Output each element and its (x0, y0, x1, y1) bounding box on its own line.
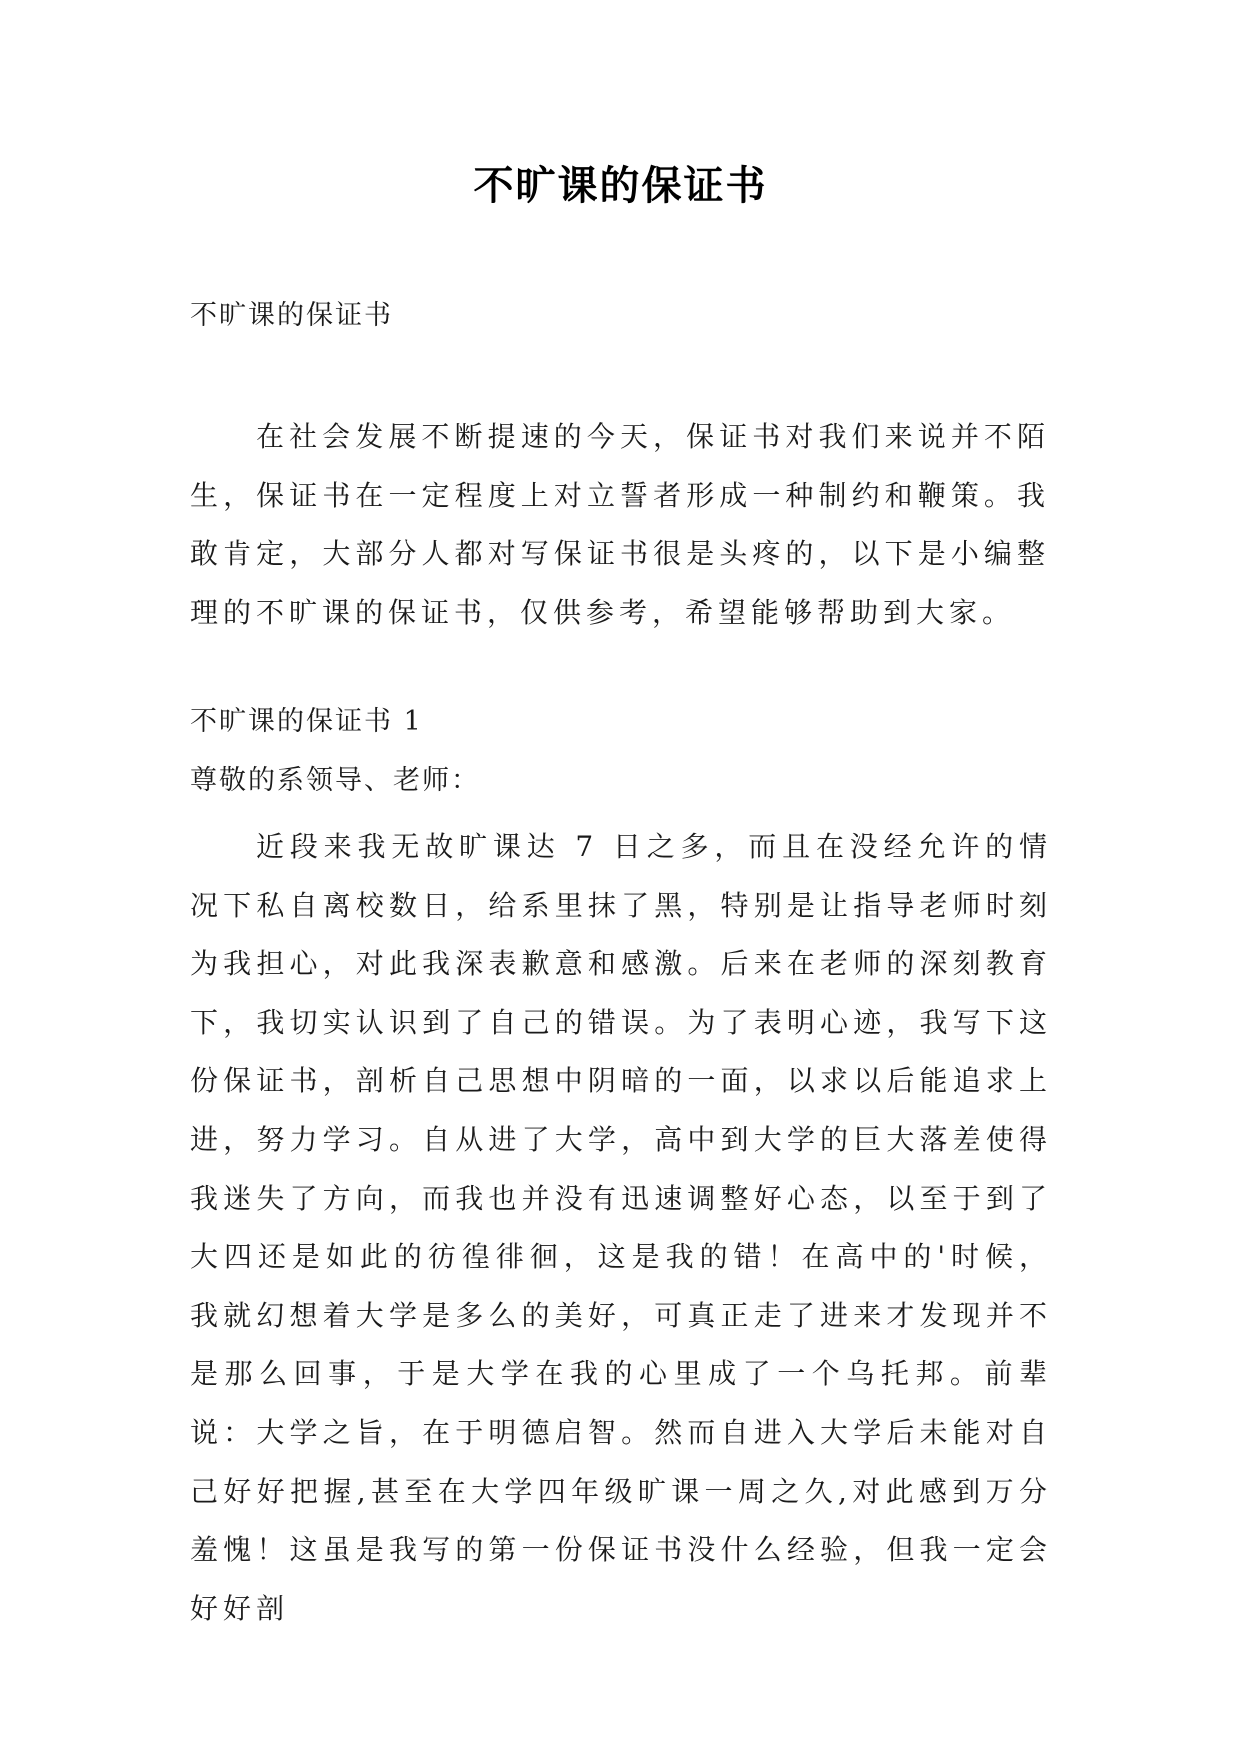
document-subtitle: 不旷课的保证书 (190, 300, 393, 331)
document-title: 不旷课的保证书 (473, 162, 768, 209)
salutation: 尊敬的系领导、老师： (190, 765, 480, 796)
section-heading: 不旷课的保证书 1 (190, 706, 423, 737)
body-paragraph: 近段来我无故旷课达 7 日之多，而且在没经允许的情况下私自离校数日，给系里抹了黑，特别是让指导老师时刻为我担心，对此我深表歉意和感激。后来在老师的深刻教育下，我切实认识到了自己的错误。为了表明心迹，我写下这份保证书，剖析自己思想中阴暗的一面，以求以后能追求上进，努力学习。自从进了大学，高中到大学的巨大落差使得我迷失了方向，而我也并没有迅速调整好心态，以至于到了大四还是如此的彷徨徘徊，这是我的错！在高中的'时候，我就幻想着大学是多么的美好，可真正走了进来才发现并不是那么回事，于是大学在我的心里成了一个乌托邦。前辈说：大学之旨，在于明德启智。然而自进入大学后未能对自己好好把握,甚至在大学四年级旷课一周之久,对此感到万分羞愧！这虽是我写的第一份保证书没什么经验，但我一定会好好剖 (190, 830, 1052, 1625)
intro-paragraph: 在社会发展不断提速的今天，保证书对我们来说并不陌生，保证书在一定程度上对立誓者形成一种制约和鞭策。我敢肯定，大部分人都对写保证书很是头疼的，以下是小编整理的不旷课的保证书，仅供参考，希望能够帮助到大家。 (190, 420, 1050, 629)
